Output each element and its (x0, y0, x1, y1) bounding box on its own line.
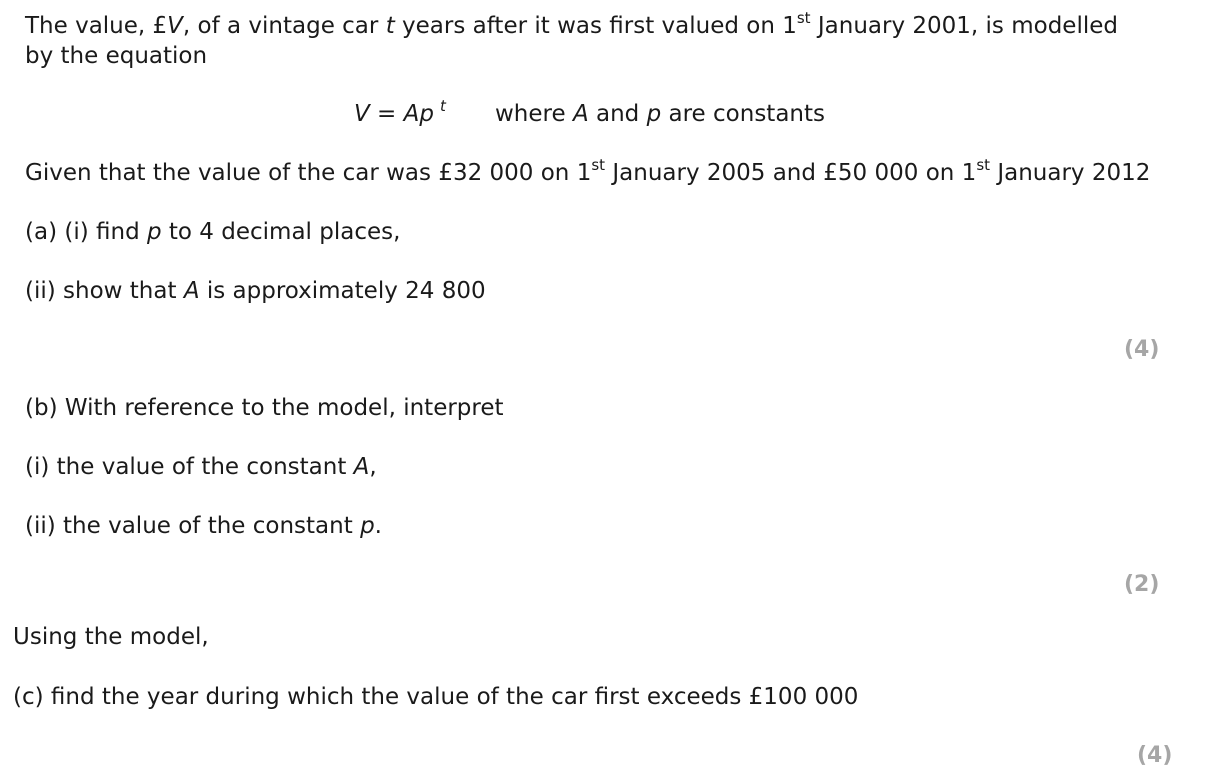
part-a-marks: (4) (1124, 337, 1160, 362)
ordinal-suffix: st (976, 156, 991, 174)
eq-V: V (354, 101, 370, 127)
intro-text: January 2001, is modelled (810, 13, 1118, 39)
where-text: are constants (661, 101, 825, 127)
part-a-i (25, 218, 400, 246)
where-text: and (588, 101, 647, 127)
question-text: is approximately 24 800 (199, 278, 486, 304)
intro-text: The value, £ (25, 13, 168, 39)
eq-A: A (403, 101, 420, 127)
part-b-ii (25, 512, 382, 540)
variable-p: p (146, 219, 162, 245)
question-text: (ii) show that (25, 278, 184, 304)
variable-p: p (360, 513, 375, 539)
question-text: , (369, 454, 377, 480)
using-model-text: Using the model, (13, 624, 209, 650)
given-text: Given that the value of the car was £32 000 on 1 (25, 160, 592, 186)
eq-equals: = (369, 101, 404, 127)
part-a-ii (25, 277, 486, 305)
eq-p: p (419, 101, 434, 127)
ordinal-suffix: st (591, 156, 606, 174)
question-text: to 4 decimal places, (161, 219, 401, 245)
question-text: . (374, 513, 382, 539)
part-b-marks: (2) (1124, 572, 1160, 597)
question-text: (i) the value of the constant (25, 454, 354, 480)
equation-where-clause (495, 100, 825, 128)
variable-t: t (385, 13, 395, 39)
intro-text: , of a vintage car (182, 13, 386, 39)
intro-line-1 (25, 9, 1118, 40)
question-text: (ii) the value of the constant (25, 513, 361, 539)
part-c-marks: (4) (1137, 743, 1173, 768)
part-b-i (25, 453, 377, 481)
variable-V: V (167, 13, 183, 39)
given-statement (25, 156, 1151, 187)
variable-A: A (183, 278, 200, 304)
intro-line-2: by the equation (25, 43, 208, 69)
where-p: p (646, 101, 662, 127)
given-text: January 2012 (990, 160, 1151, 186)
intro-text: years after it was first valued on 1 (394, 13, 797, 39)
part-c: (c) find the year during which the value of the car first exceeds £100 000 (13, 684, 859, 710)
variable-A: A (353, 454, 370, 480)
where-text: where (495, 101, 573, 127)
model-equation (354, 97, 446, 128)
part-b-intro: (b) With reference to the model, interpret (25, 395, 504, 421)
given-text: January 2005 and £50 000 on 1 (605, 160, 977, 186)
eq-exponent-t: t (439, 97, 446, 115)
question-text: (a) (i) find (25, 219, 147, 245)
ordinal-suffix: st (796, 9, 811, 27)
where-A: A (572, 101, 589, 127)
